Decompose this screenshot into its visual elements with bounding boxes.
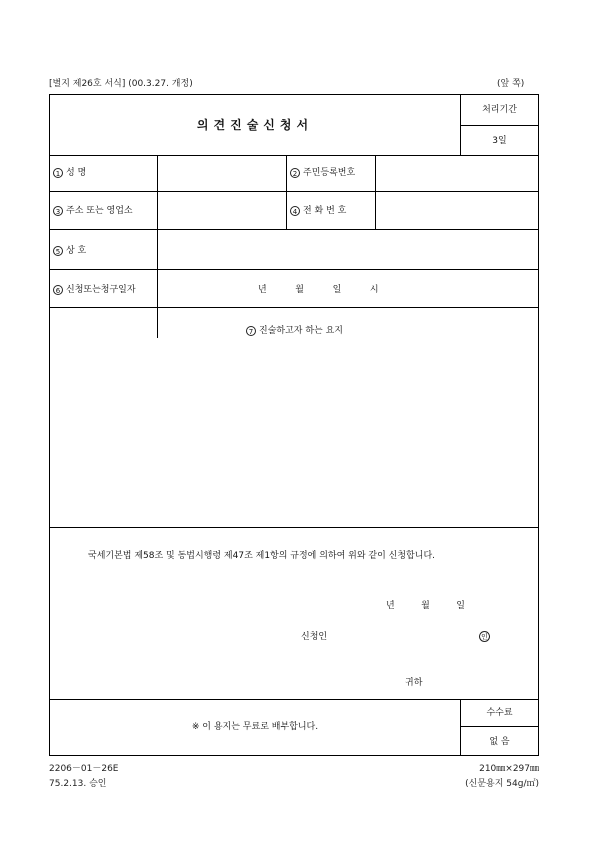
form-title: 의견진술신청서 bbox=[196, 118, 314, 132]
trade-name-field[interactable] bbox=[158, 230, 538, 268]
approval-date: 75.2.13. 승인 bbox=[49, 779, 107, 789]
divider bbox=[286, 155, 287, 229]
application-form bbox=[49, 94, 539, 756]
address-label: 3 주소 또는 영업소 bbox=[53, 205, 133, 217]
fee-label: 수수료 bbox=[486, 708, 513, 718]
statement-heading: 7 진술하고자 하는 요지 bbox=[50, 325, 539, 337]
paper-size: 210㎜×297㎜ bbox=[479, 764, 539, 774]
trade-name-label: 5 상 호 bbox=[53, 245, 86, 257]
phone-label: 4 전 화 번 호 bbox=[290, 205, 346, 217]
address-field[interactable] bbox=[158, 192, 286, 228]
addressee-label: 귀하 bbox=[405, 678, 423, 688]
applicant-label: 신청인 bbox=[301, 632, 328, 642]
resident-number-field[interactable] bbox=[376, 156, 538, 190]
processing-period-value: 3일 bbox=[492, 136, 507, 146]
seal-mark: 인 bbox=[479, 631, 490, 642]
processing-period-label: 처리기간 bbox=[482, 105, 517, 115]
divider bbox=[50, 269, 539, 270]
divider bbox=[460, 726, 539, 727]
phone-field[interactable] bbox=[376, 192, 538, 228]
divider bbox=[50, 307, 539, 308]
declaration-date[interactable]: 년 월 일 bbox=[386, 601, 468, 611]
application-date-value[interactable]: 년 월 일 시 bbox=[258, 285, 379, 295]
form-reference: [별지 제26호 서식] (00.3.27. 개정) bbox=[49, 79, 193, 89]
declaration-text: 국세기본법 제58조 및 동법시행령 제47조 제1항의 규정에 의하여 위와 같이 신청합니다. bbox=[88, 551, 436, 561]
divider bbox=[50, 699, 539, 700]
application-date-label: 6 신청또는청구일자 bbox=[53, 284, 136, 296]
form-code: 2206－01－26E bbox=[49, 764, 119, 774]
resident-number-label: 2 주민등록번호 bbox=[290, 167, 355, 179]
statement-area[interactable] bbox=[50, 345, 539, 527]
fee-value: 없 음 bbox=[489, 737, 510, 747]
divider bbox=[460, 125, 539, 126]
divider bbox=[50, 527, 539, 528]
name-field[interactable] bbox=[158, 156, 286, 190]
page-side-label: (앞 쪽) bbox=[497, 79, 525, 89]
free-form-notice: ※ 이 용지는 무료로 배부합니다. bbox=[191, 722, 319, 732]
paper-type: (신문용지 54g/㎡) bbox=[465, 779, 539, 789]
name-label: 1 성 명 bbox=[53, 167, 153, 179]
